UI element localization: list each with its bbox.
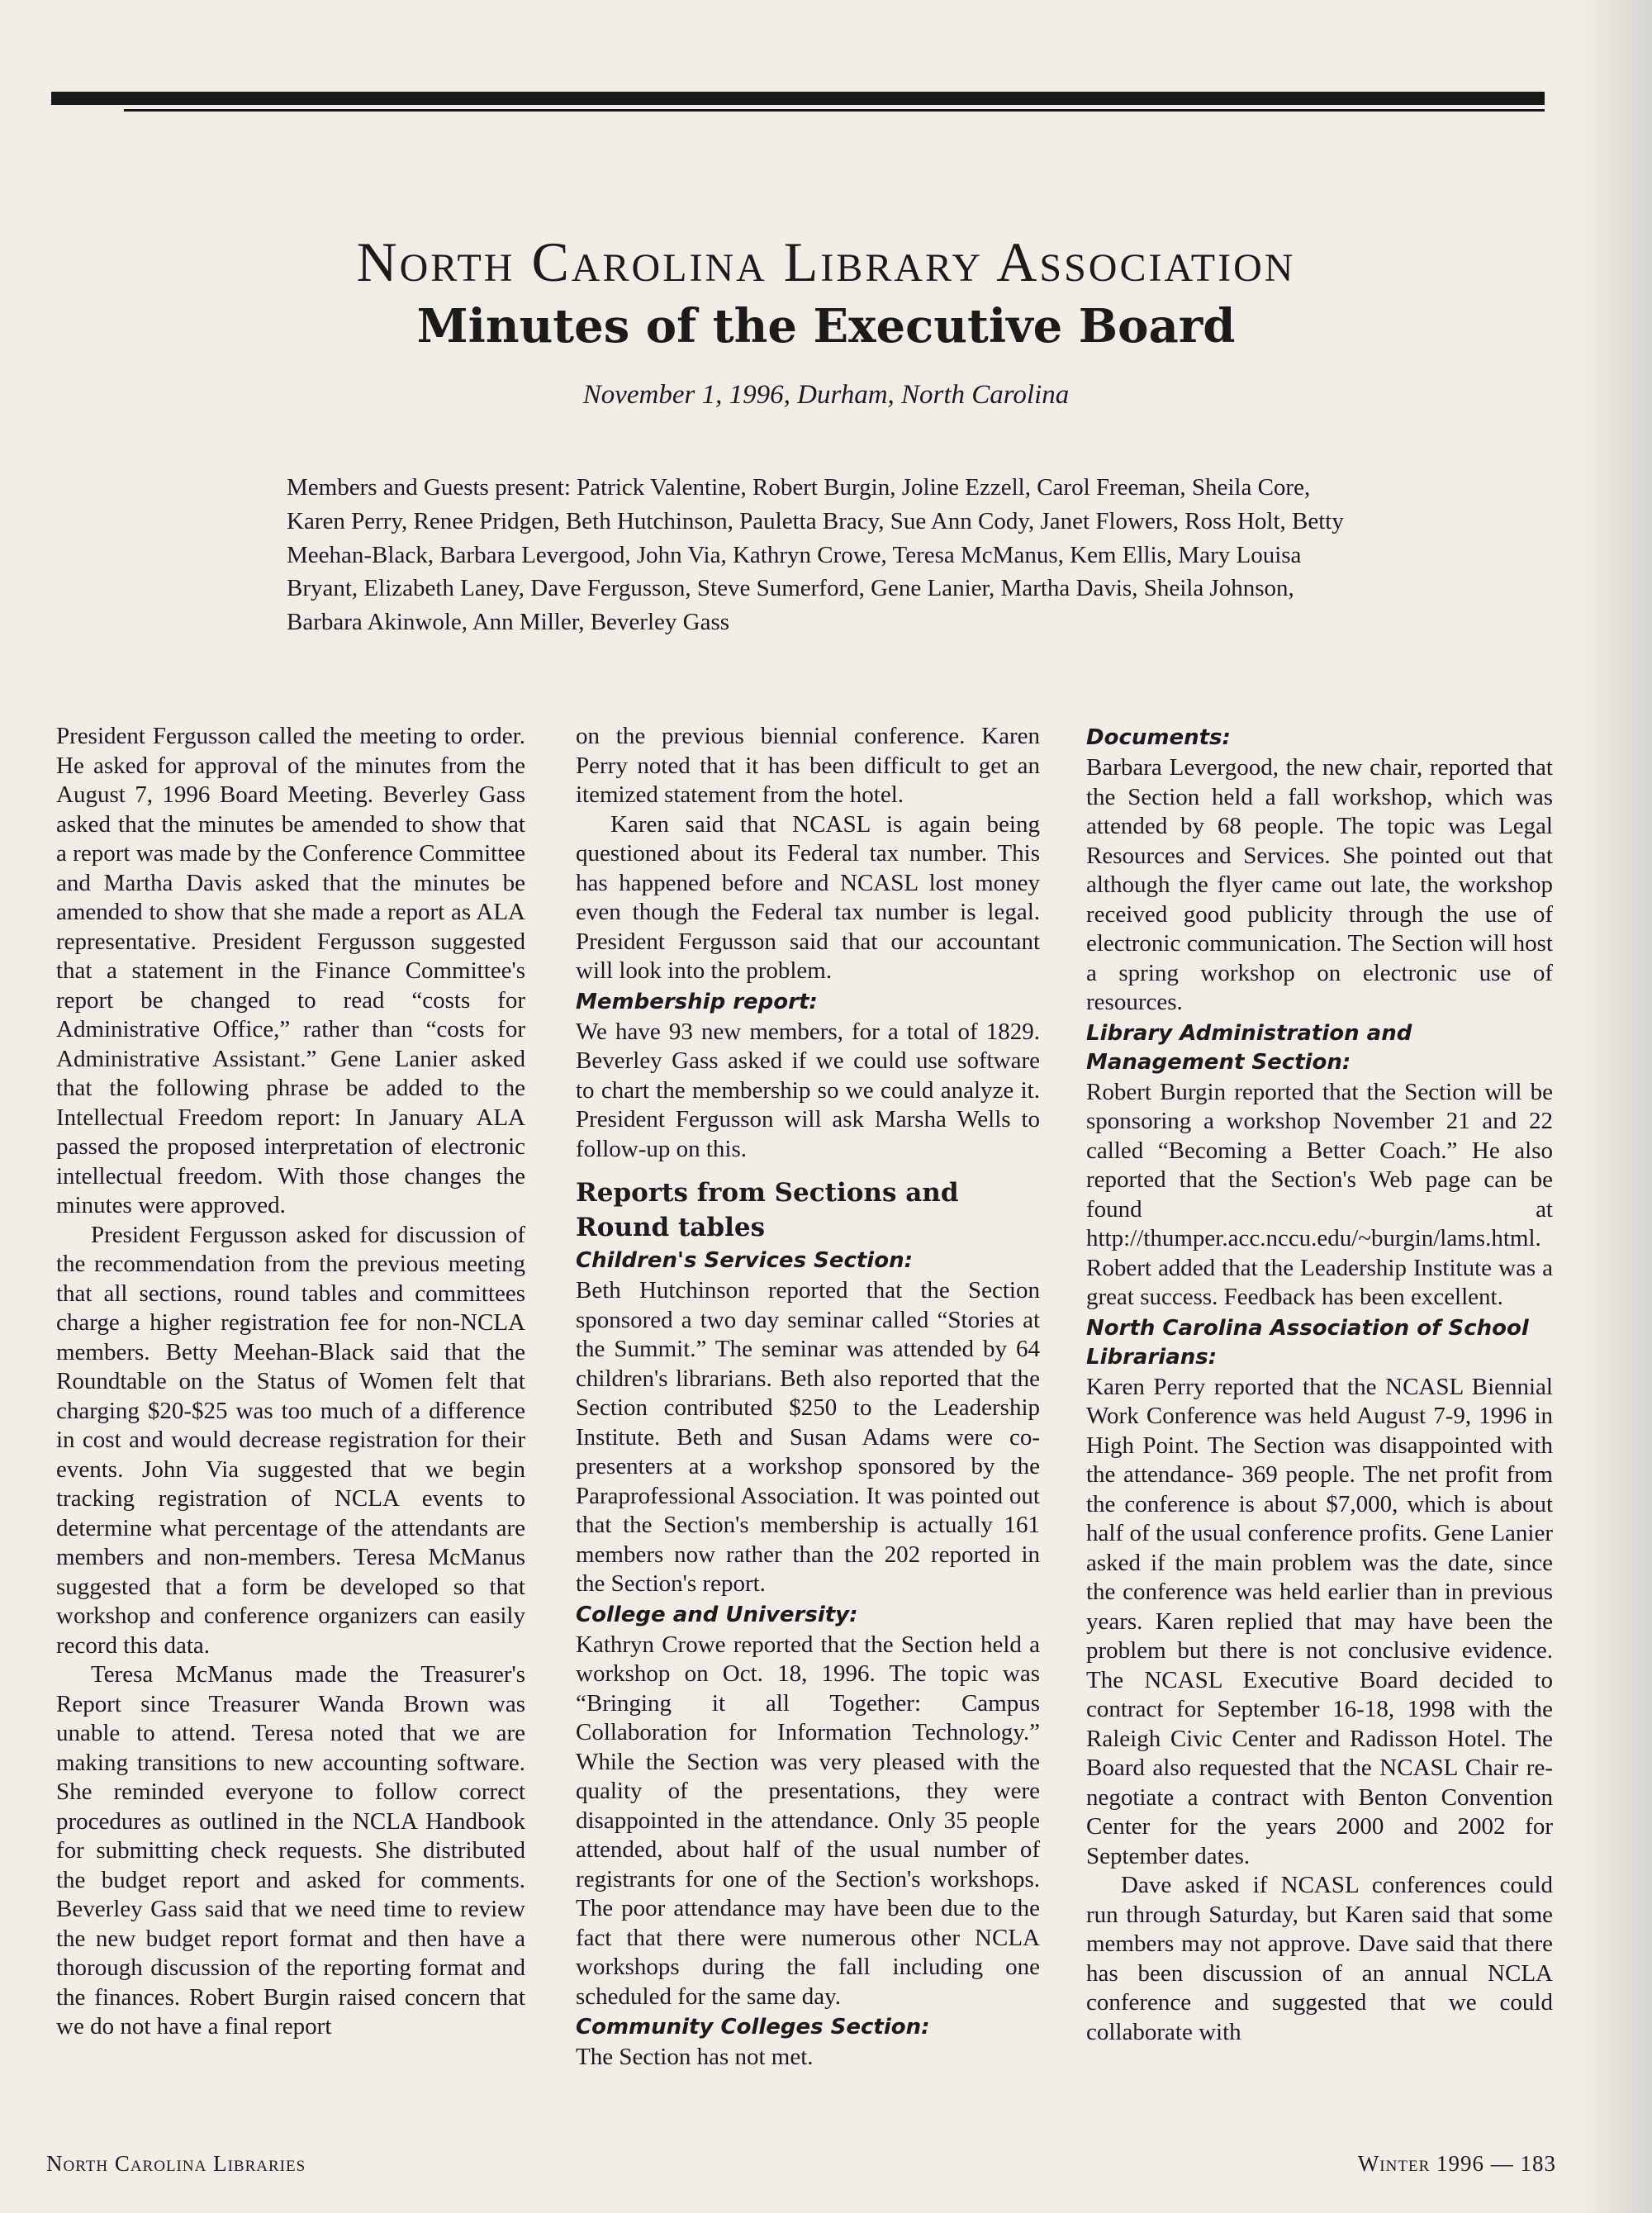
dateline: November 1, 1996, Durham, North Carolina [582,380,1070,410]
right-column [1086,722,1553,2047]
heading-membership-report: Membership report: [576,989,818,1014]
paragraph-membership: We have 93 new members, for a total of 1829. Beverley Gass asked if we could use software to chart the membership so we could analyze it. President Fergusson will ask Marsha Wells to follow-up on this. [576,1018,1040,1162]
paragraph-community-colleges: The Section has not met. [576,2044,814,2070]
paragraph-library-administration: Robert Burgin reported that the Section will be sponsoring a workshop November 21 and 22 called “Becoming a Better Coach.” He also reported that the Section's Web page can be found at http://thumper.acc.nccu.edu/~burgin/lams.html. Robert added that the Leadership Institute was a great success. Feedback has been excellent. [1086,1078,1553,1310]
paragraph-college-university: Kathryn Crowe reported that the Section held a workshop on Oct. 18, 1996. The topic was “Bringing it all Together: Campus Collaboration for Information Technology.” While the Section was very pleased with the quality of the presentations, they were disappointed in the attendance. Only 35 people attended, about half of the usual number of registrants for one of the Section's workshops. The poor attendance may have been due to the fact that there were numerous other NCLA workshops during the fall including one scheduled for the same day. [576,1631,1040,2010]
paragraph-treasurer-report: Teresa McManus made the Treasurer's Report since Treasurer Wanda Brown was unable to attend. Teresa noted that we are making transitions to new accounting software. She reminded everyone to follow correct procedures as outlined in the NCLA Handbook for submitting check requests. She distributed the budget report and asked for comments. Beverley Gass said that we need time to review the new budget report format and then have a thorough discussion of the reporting format and the finances. Robert Burgin raised concern that we do not have a final report [56,1661,525,2040]
paragraph-tax-number: Karen said that NCASL is again being questioned about its Federal tax number. This has happened before and NCASL lost money even though the Federal tax number is legal. President Fergusson said that our accountant will look into the problem. [576,810,1040,984]
paragraph-ncasl: Karen Perry reported that the NCASL Biennial Work Conference was held August 7-9, 1996 in High Point. The Section was disappointed with the attendance- 369 people. The net profit from the conference is about $7,000, which is about half of the usual conference profits. Gene Lanier asked if the main problem was the date, since the conference was held earlier than in previous years. Karen replied that may have been the problem but there is not conclusive evidence. The NCASL Executive Board decided to contract for September 16-18, 1998 with the Raleigh Civic Center and Radisson Hotel. The Board also requested that the NCASL Chair re-negotiate a contract with Benton Convention Center for the years 2000 and 2002 for September dates. [1086,1373,1553,1869]
middle-column [576,722,1040,2073]
heading-reports-sections: Reports from Sections and Round tables [576,1178,959,1242]
paragraph-final-report: on the previous biennial conference. Karen Perry noted that it has been difficult to get an itemized statement from the hotel. [576,723,1040,808]
paragraph-registration-fee: President Fergusson asked for discussion of the recommendation from the previous meeting that all sections, round tables and committees charge a higher registration fee for non-NCLA members. Betty Meehan-Black said that the Roundtable on the Status of Women felt that charging $20-$25 was too much of a difference in cost and would decrease registration for their events. John Via suggested that we begin tracking registration of NCLA events to determine what percentage of the attendants are members and non-members. Teresa McManus suggested that a form be developed so that workshop and conference organizers can easily record this data. [56,1221,525,1659]
header-rule-heavy [51,92,1545,105]
heading-documents: Documents: [1086,725,1231,750]
heading-community-colleges: Community Colleges Section: [576,2015,930,2040]
left-column [56,722,525,2042]
attendees-paragraph: Members and Guests present: Patrick Valentine, Robert Burgin, Joline Ezzell, Carol Freeman, Sheila Core, Karen Perry, Renee Pridgen, Beth Hutchinson, Pauletta Bracy, Sue Ann Cody, Janet Flowers, Ross Holt, Betty Meehan-Black, Barbara Levergood, John Via, Kathryn Crowe, Teresa McManus, Kem Ellis, Mary Louisa Bryant, Elizabeth Laney, Dave Fergusson, Steve Sumerford, Gene Lanier, Martha Davis, Sheila Johnson, Barbara Akinwole, Ann Miller, Beverley Gass [287,474,1344,636]
heading-college-university: College and University: [576,1602,858,1627]
paragraph-call-to-order: President Fergusson called the meeting to order. He asked for approval of the minutes from the August 7, 1996 Board Meeting. Beverley Gass asked that the minutes be amended to show that a report was made by the Conference Committee and Martha Davis asked that the minutes be amended to show that she made a report as ALA representative. President Fergusson suggested that a statement in the Finance Committee's report be changed to read “costs for Administrative Office,” rather than “costs for Administrative Assistant.” Gene Lanier asked that the following phrase be added to the Intellectual Freedom report: In January ALA passed the proposed interpretation of electronic intellectual freedom. With those changes the minutes were approved. [56,723,525,1218]
heading-childrens-services: Children's Services Section: [576,1248,913,1273]
footer-journal-name: North Carolina Libraries [46,2151,306,2176]
heading-library-administration: Library Administration and Management Section: [1086,1020,1412,1075]
article-subtitle: Minutes of the Executive Board [416,299,1236,354]
paragraph-childrens-services: Beth Hutchinson reported that the Section sponsored a two day seminar called “Stories at the Summit.” The seminar was attended by 64 children's librarians. Beth also reported that the Section contributed $250 to the Leadership Institute. Beth and Susan Adams were co-presenters at a workshop sponsored by the Paraprofessional Association. It was pointed out that the Section's membership is actually 161 members now rather than the 202 reported in the Section's report. [576,1277,1040,1597]
masthead-title: North Carolina Library Association [356,230,1296,293]
paragraph-documents: Barbara Levergood, the new chair, reported that the Section held a fall workshop, which was attended by 68 people. The topic was Legal Resources and Services. She pointed out that although the flyer came out late, the workshop received good publicity through the use of electronic communication. The Section will host a spring workshop on electronic use of resources. [1086,754,1553,1015]
header-rule-thin [124,109,1545,112]
footer-issue-page: Winter 1996 — 183 [1357,2151,1556,2176]
paragraph-dave-saturday: Dave asked if NCASL conferences could run through Saturday, but Karen said that some members may not approve. Dave said that there has been discussion of an annual NCLA conference and suggested that we could collaborate with [1086,1872,1553,2045]
heading-ncasl: North Carolina Association of School Librarians: [1086,1315,1529,1370]
